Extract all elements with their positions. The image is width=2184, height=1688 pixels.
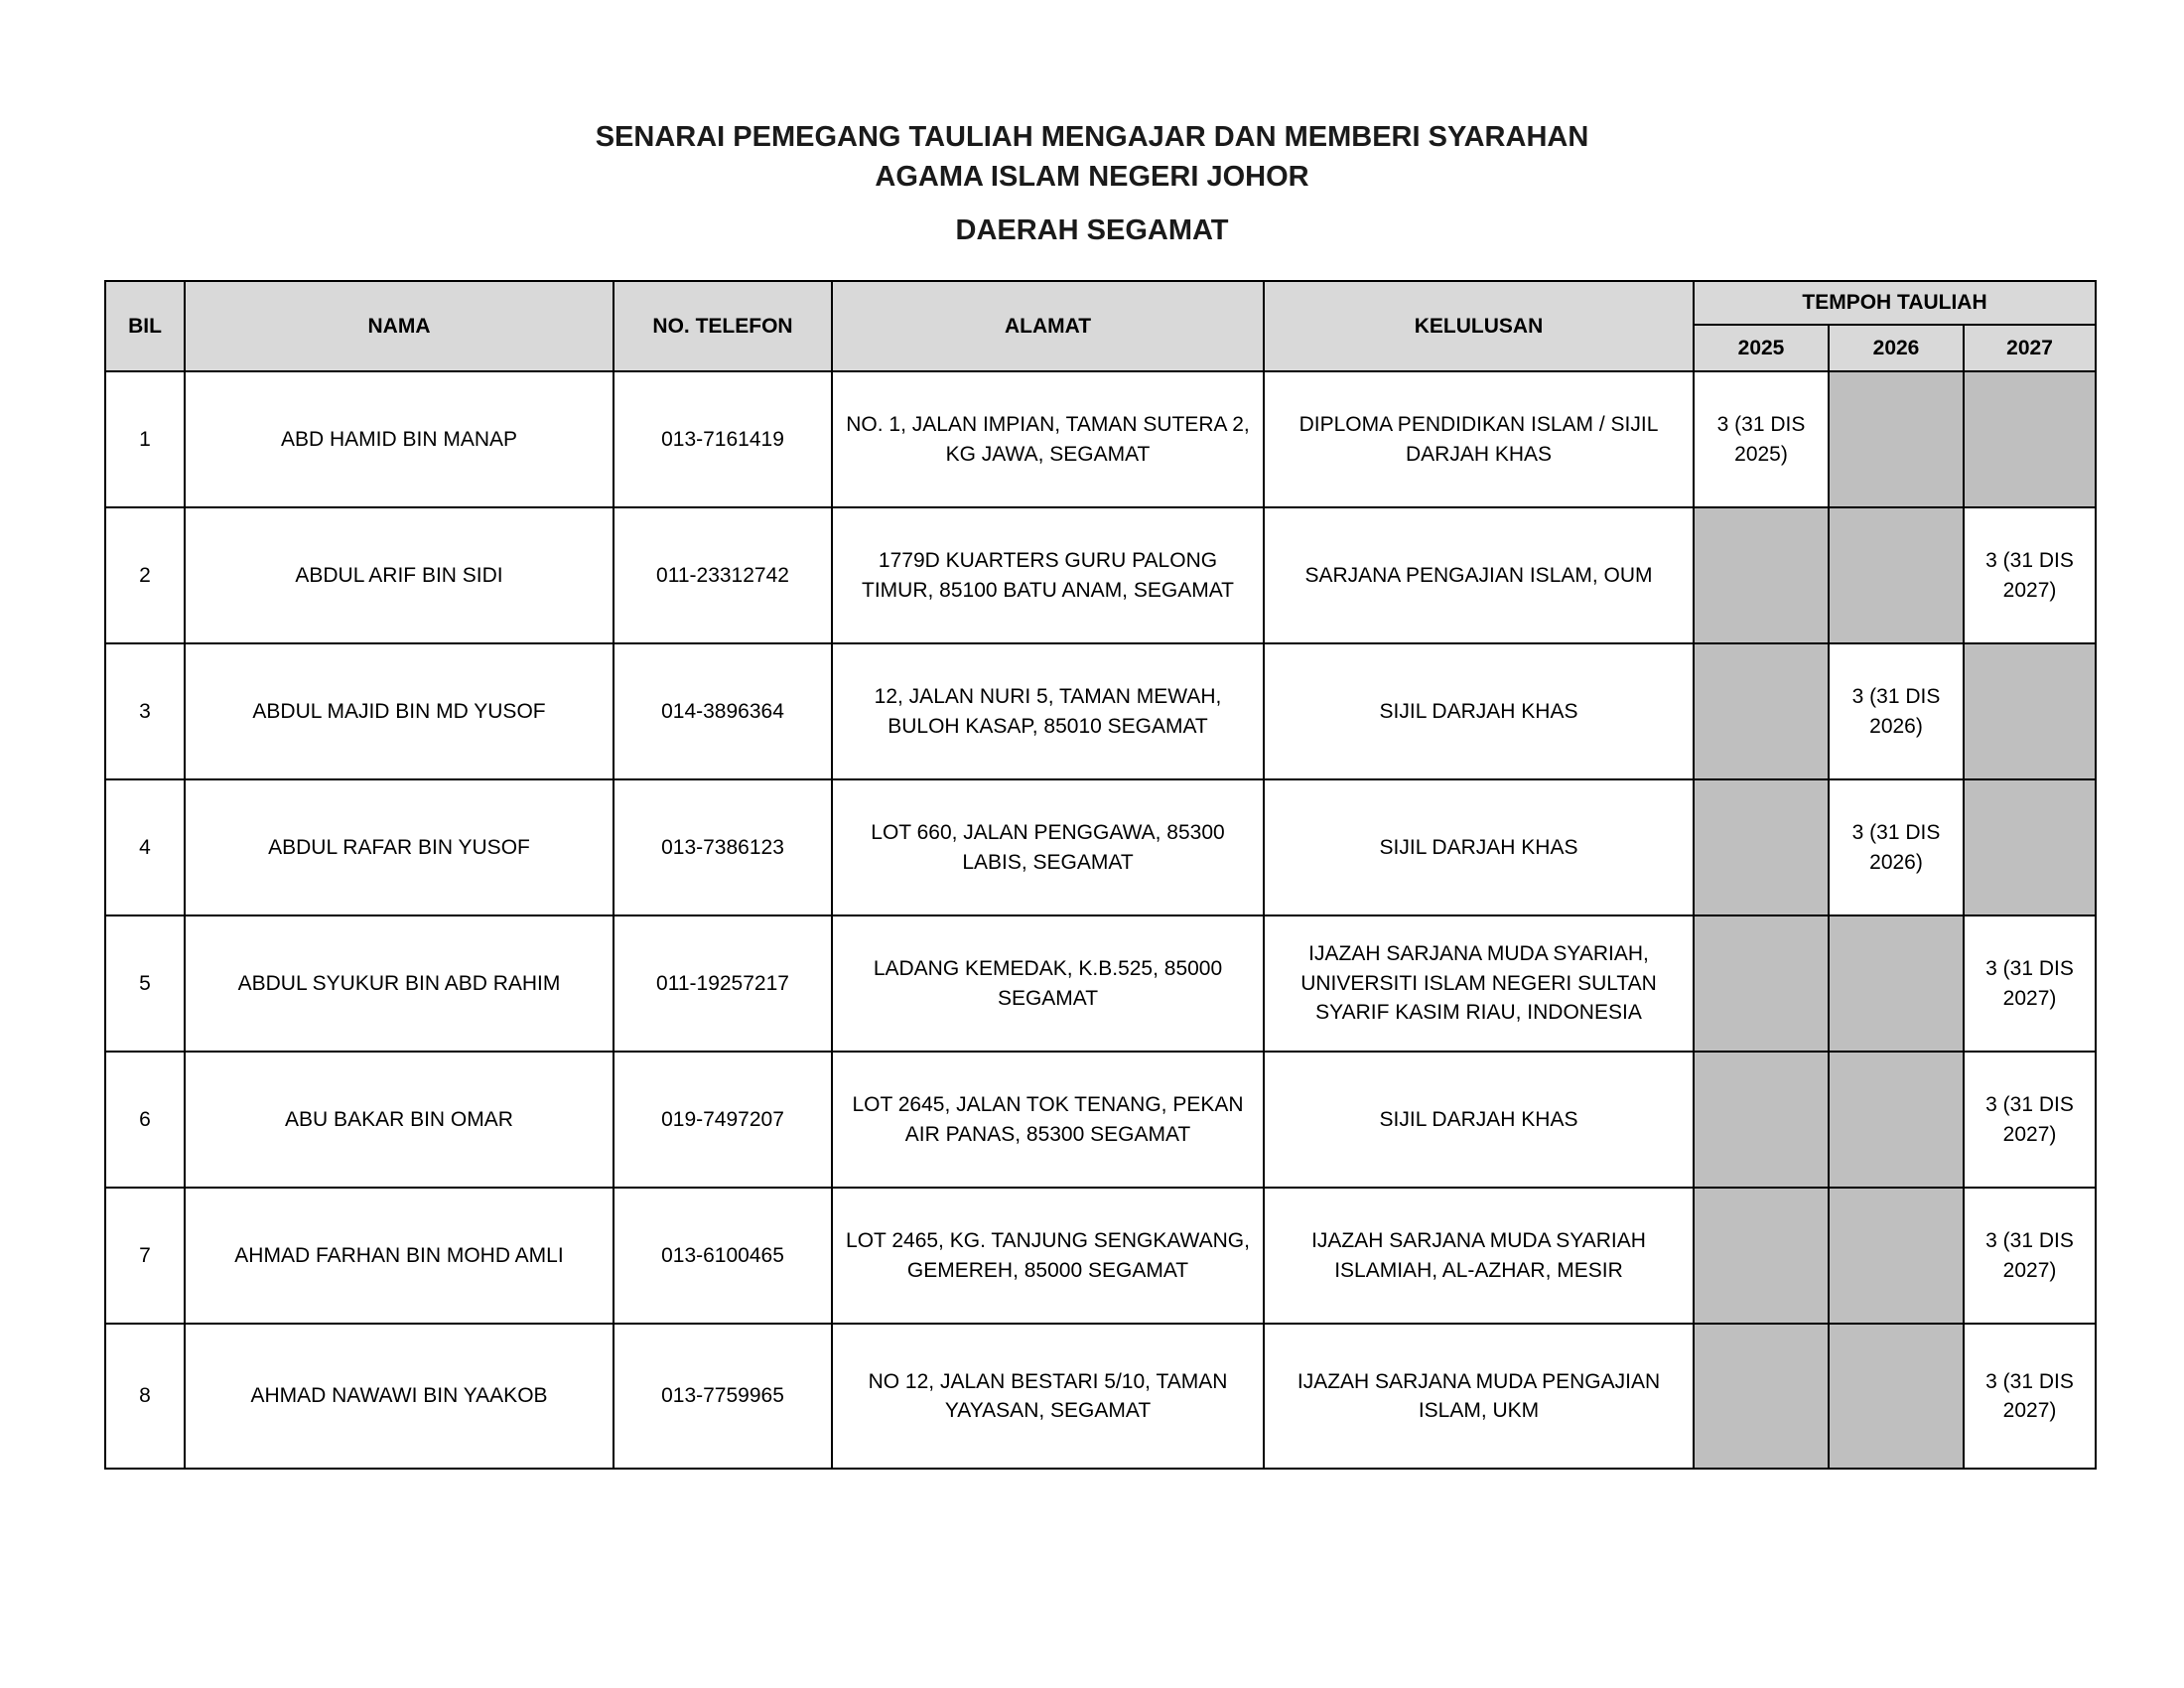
cell-tempoh-2025 (1694, 1052, 1829, 1188)
header-nama: NAMA (185, 281, 614, 371)
cell-tempoh-2027: 3 (31 DIS 2027) (1964, 1052, 2096, 1188)
cell-telefon: 013-7161419 (614, 371, 832, 507)
cell-tempoh-2026 (1829, 1052, 1964, 1188)
cell-tempoh-2027 (1964, 779, 2096, 915)
header-telefon: NO. TELEFON (614, 281, 832, 371)
cell-tempoh-2026 (1829, 1188, 1964, 1324)
cell-kelulusan: IJAZAH SARJANA MUDA SYARIAH, UNIVERSITI ISLAM NEGERI SULTAN SYARIF KASIM RIAU, INDONESIA (1264, 915, 1694, 1052)
cell-alamat: LOT 2465, KG. TANJUNG SENGKAWANG, GEMEREH, 85000 SEGAMAT (832, 1188, 1264, 1324)
cell-bil: 3 (105, 643, 185, 779)
table-row (105, 1188, 2096, 1324)
cell-telefon: 011-23312742 (614, 507, 832, 643)
cell-bil: 2 (105, 507, 185, 643)
cell-nama: ABDUL SYUKUR BIN ABD RAHIM (185, 915, 614, 1052)
cell-kelulusan: SIJIL DARJAH KHAS (1264, 1052, 1694, 1188)
cell-alamat: LADANG KEMEDAK, K.B.525, 85000 SEGAMAT (832, 915, 1264, 1052)
cell-tempoh-2025 (1694, 779, 1829, 915)
cell-tempoh-2025 (1694, 1324, 1829, 1469)
table-row (105, 643, 2096, 779)
header-year-2027: 2027 (1964, 325, 2096, 371)
cell-nama: ABDUL ARIF BIN SIDI (185, 507, 614, 643)
cell-bil: 5 (105, 915, 185, 1052)
table-row (105, 371, 2096, 507)
header-year-2026: 2026 (1829, 325, 1964, 371)
cell-tempoh-2027: 3 (31 DIS 2027) (1964, 1324, 2096, 1469)
title-line-2: AGAMA ISLAM NEGERI JOHOR (875, 161, 1309, 193)
header-year-2025: 2025 (1694, 325, 1829, 371)
cell-telefon: 013-7386123 (614, 779, 832, 915)
header-alamat: ALAMAT (832, 281, 1264, 371)
cell-tempoh-2027 (1964, 371, 2096, 507)
cell-nama: ABD HAMID BIN MANAP (185, 371, 614, 507)
table-row (105, 779, 2096, 915)
table-row (105, 915, 2096, 1052)
cell-bil: 8 (105, 1324, 185, 1469)
cell-telefon: 013-6100465 (614, 1188, 832, 1324)
table-row (105, 1324, 2096, 1469)
cell-kelulusan: SIJIL DARJAH KHAS (1264, 779, 1694, 915)
cell-alamat: NO. 1, JALAN IMPIAN, TAMAN SUTERA 2, KG JAWA, SEGAMAT (832, 371, 1264, 507)
header-tempoh-tauliah: TEMPOH TAULIAH (1694, 281, 2096, 325)
cell-telefon: 013-7759965 (614, 1324, 832, 1469)
cell-tempoh-2025 (1694, 915, 1829, 1052)
cell-tempoh-2027 (1964, 643, 2096, 779)
cell-bil: 6 (105, 1052, 185, 1188)
cell-nama: ABU BAKAR BIN OMAR (185, 1052, 614, 1188)
cell-tempoh-2027: 3 (31 DIS 2027) (1964, 915, 2096, 1052)
cell-telefon: 019-7497207 (614, 1052, 832, 1188)
cell-tempoh-2025: 3 (31 DIS 2025) (1694, 371, 1829, 507)
cell-alamat: NO 12, JALAN BESTARI 5/10, TAMAN YAYASAN, SEGAMAT (832, 1324, 1264, 1469)
cell-nama: AHMAD NAWAWI BIN YAAKOB (185, 1324, 614, 1469)
document-title (0, 0, 2184, 250)
table-row (105, 1052, 2096, 1188)
cell-tempoh-2026 (1829, 507, 1964, 643)
cell-tempoh-2027: 3 (31 DIS 2027) (1964, 1188, 2096, 1324)
cell-kelulusan: IJAZAH SARJANA MUDA PENGAJIAN ISLAM, UKM (1264, 1324, 1694, 1469)
title-line-1: SENARAI PEMEGANG TAULIAH MENGAJAR DAN MEMBERI SYARAHAN (595, 121, 1589, 153)
cell-kelulusan: SARJANA PENGAJIAN ISLAM, OUM (1264, 507, 1694, 643)
cell-tempoh-2026 (1829, 1324, 1964, 1469)
cell-tempoh-2025 (1694, 1188, 1829, 1324)
header-bil: BIL (105, 281, 185, 371)
cell-telefon: 011-19257217 (614, 915, 832, 1052)
title-line-3: DAERAH SEGAMAT (955, 214, 1229, 246)
cell-bil: 7 (105, 1188, 185, 1324)
cell-alamat: 1779D KUARTERS GURU PALONG TIMUR, 85100 BATU ANAM, SEGAMAT (832, 507, 1264, 643)
cell-nama: ABDUL RAFAR BIN YUSOF (185, 779, 614, 915)
header-kelulusan: KELULUSAN (1264, 281, 1694, 371)
cell-kelulusan: IJAZAH SARJANA MUDA SYARIAH ISLAMIAH, AL-AZHAR, MESIR (1264, 1188, 1694, 1324)
cell-alamat: LOT 2645, JALAN TOK TENANG, PEKAN AIR PANAS, 85300 SEGAMAT (832, 1052, 1264, 1188)
cell-tempoh-2026 (1829, 915, 1964, 1052)
table-row (105, 507, 2096, 643)
cell-nama: ABDUL MAJID BIN MD YUSOF (185, 643, 614, 779)
cell-alamat: LOT 660, JALAN PENGGAWA, 85300 LABIS, SEGAMAT (832, 779, 1264, 915)
cell-kelulusan: DIPLOMA PENDIDIKAN ISLAM / SIJIL DARJAH KHAS (1264, 371, 1694, 507)
cell-tempoh-2025 (1694, 643, 1829, 779)
cell-alamat: 12, JALAN NURI 5, TAMAN MEWAH, BULOH KASAP, 85010 SEGAMAT (832, 643, 1264, 779)
cell-tempoh-2027: 3 (31 DIS 2027) (1964, 507, 2096, 643)
cell-bil: 1 (105, 371, 185, 507)
cell-tempoh-2026 (1829, 371, 1964, 507)
cell-tempoh-2026: 3 (31 DIS 2026) (1829, 779, 1964, 915)
cell-kelulusan: SIJIL DARJAH KHAS (1264, 643, 1694, 779)
cell-tempoh-2025 (1694, 507, 1829, 643)
tauliah-table (104, 280, 2097, 1470)
cell-telefon: 014-3896364 (614, 643, 832, 779)
cell-nama: AHMAD FARHAN BIN MOHD AMLI (185, 1188, 614, 1324)
cell-tempoh-2026: 3 (31 DIS 2026) (1829, 643, 1964, 779)
cell-bil: 4 (105, 779, 185, 915)
